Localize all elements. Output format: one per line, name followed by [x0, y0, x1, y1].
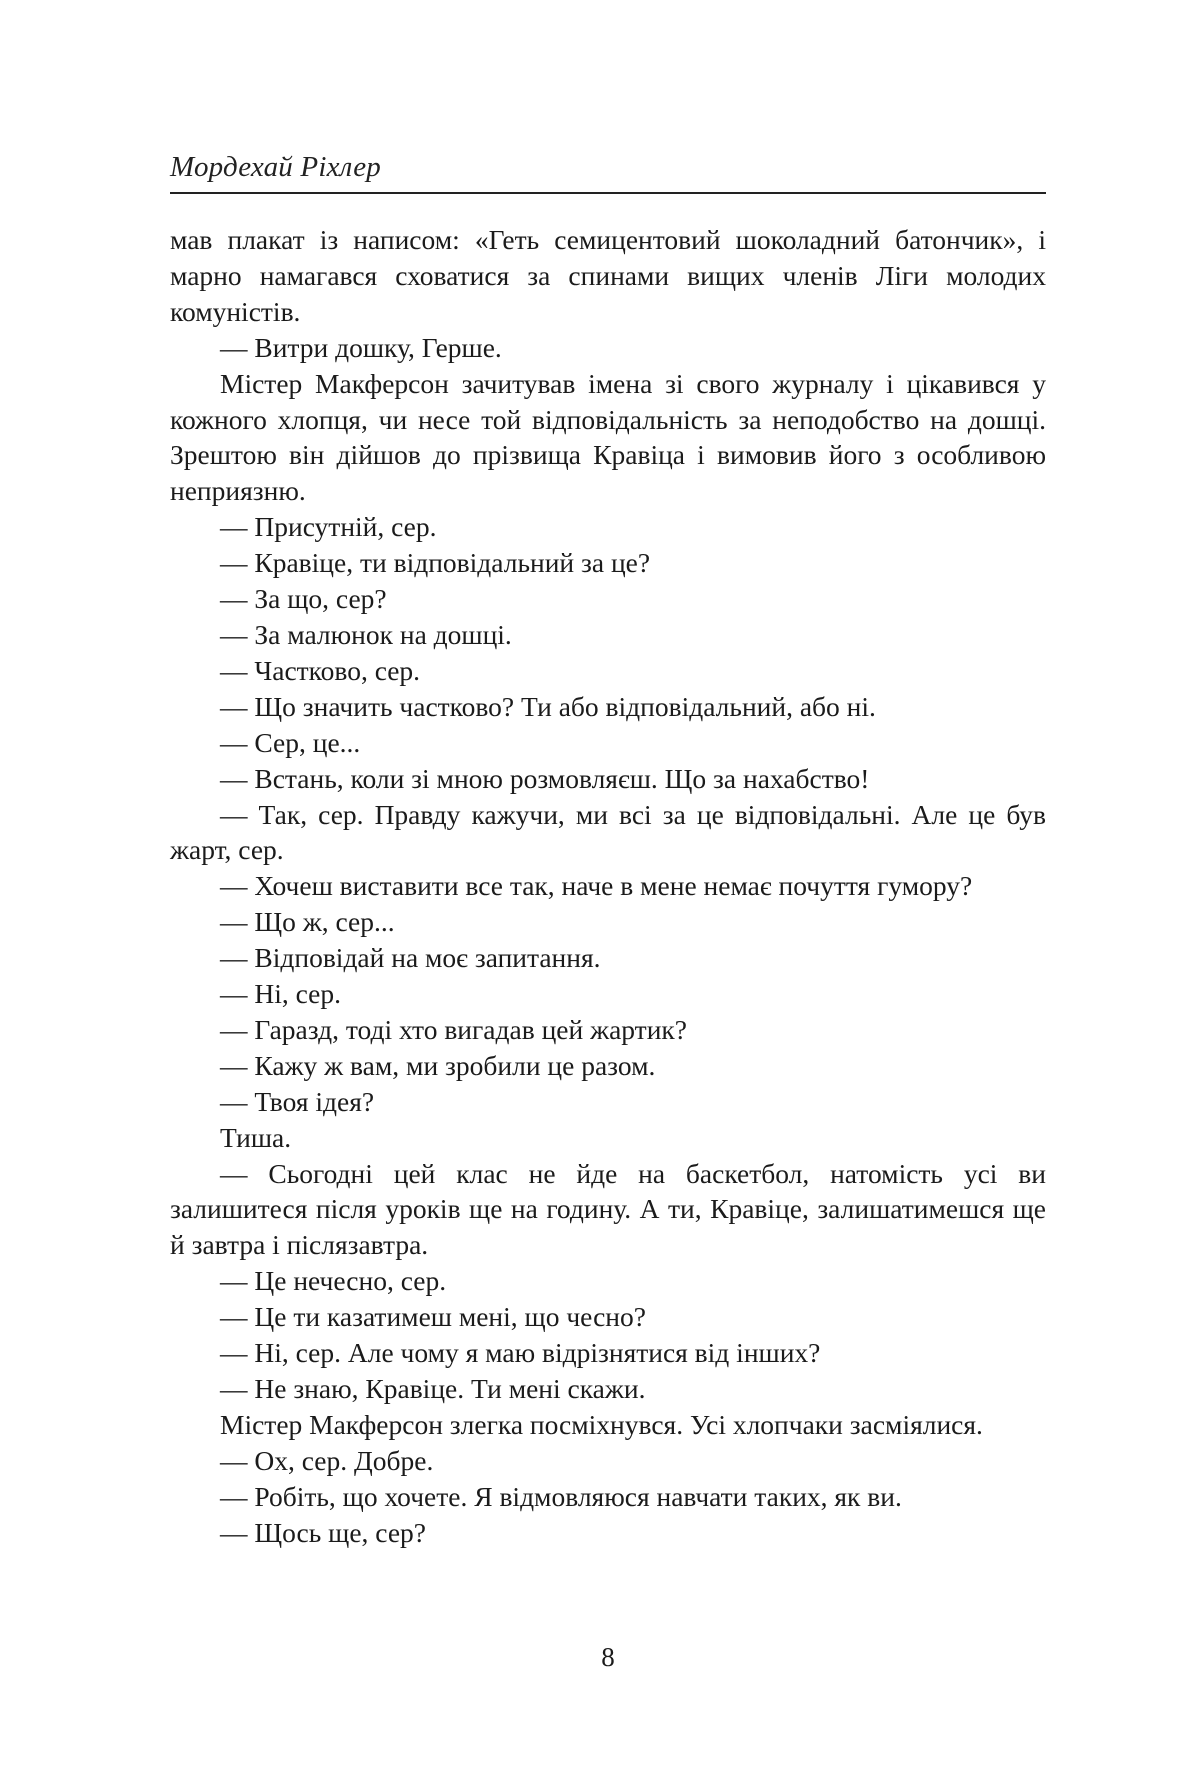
paragraph: — За малюнок на дошці. — [220, 618, 512, 650]
paragraph: — Частково, сер. — [220, 654, 421, 686]
paragraph: — Не знаю, Кравіце. Ти мені скажи. — [220, 1373, 646, 1404]
body-text — [170, 222, 1046, 1551]
page-number: 8 — [601, 1642, 615, 1672]
paragraph: — Це ти казатимеш мені, що чесно? — [220, 1301, 646, 1333]
paragraph: — Кажу ж вам, ми зробили це разом. — [220, 1049, 656, 1081]
paragraph: — Так, сер. Правду кажучи, ми всі за це відповідальні. Але це був жарт, сер. — [170, 798, 1046, 866]
paragraph: — Сьогодні цей клас не йде на баскетбол, натомість усі ви залишитеся після уроків ще на годину. А ти, Кравіце, залишатимешся ще й завтра і післязавтра. — [170, 1157, 1046, 1261]
header-divider — [170, 192, 1046, 194]
paragraph: — Хочеш виставити все так, наче в мене немає почуття гумору? — [220, 870, 973, 902]
paragraph: — Витри дошку, Герше. — [220, 331, 502, 363]
paragraph: — Ні, сер. Але чому я маю відрізнятися від інших? — [220, 1337, 821, 1369]
paragraph: — Ох, сер. Добре. — [220, 1444, 434, 1476]
running-header-author: Мордехай Ріхлер — [170, 151, 381, 183]
paragraph: — Твоя ідея? — [220, 1085, 375, 1117]
paragraph: — Що ж, сер... — [220, 906, 395, 938]
paragraph: — Ні, сер. — [220, 978, 341, 1010]
paragraph: — Відповідай на моє запитання. — [220, 942, 601, 974]
paragraph: Містер Макферсон злегка посміхнувся. Усі хлопчаки засміялися. — [220, 1408, 983, 1440]
paragraph: — Це нечесно, сер. — [220, 1265, 447, 1297]
paragraph: — Щось ще, сер? — [220, 1516, 427, 1548]
paragraph: — За що, сер? — [220, 583, 387, 615]
paragraph: — Що значить частково? Ти або відповідальний, або ні. — [220, 690, 876, 722]
paragraph: Містер Макферсон зачитував імена зі свого журналу і цікавився у кожного хлопця, чи несе той відповідальність за неподобство на дошці. Зрештою він дійшов до прізвища Кравіца і вимовив його з особливою неприязню. — [170, 367, 1046, 507]
paragraph: Тиша. — [220, 1121, 292, 1153]
paragraph: — Встань, коли зі мною розмовляєш. Що за нахабство! — [220, 762, 870, 794]
paragraph: — Робіть, що хочете. Я відмовляюся навчати таких, як ви. — [220, 1480, 902, 1512]
paragraph: — Присутній, сер. — [220, 511, 437, 543]
paragraph: — Гаразд, тоді хто вигадав цей жартик? — [220, 1013, 687, 1045]
paragraph-continuation: мав плакат із написом: «Геть семицентовий шоколадний батончик», і марно намагався сховатися за спинами вищих членів Ліги молодих комуністів. — [170, 224, 1046, 327]
paragraph: — Кравіце, ти відповідальний за це? — [220, 547, 651, 579]
paragraph: — Сер, це... — [220, 726, 361, 758]
